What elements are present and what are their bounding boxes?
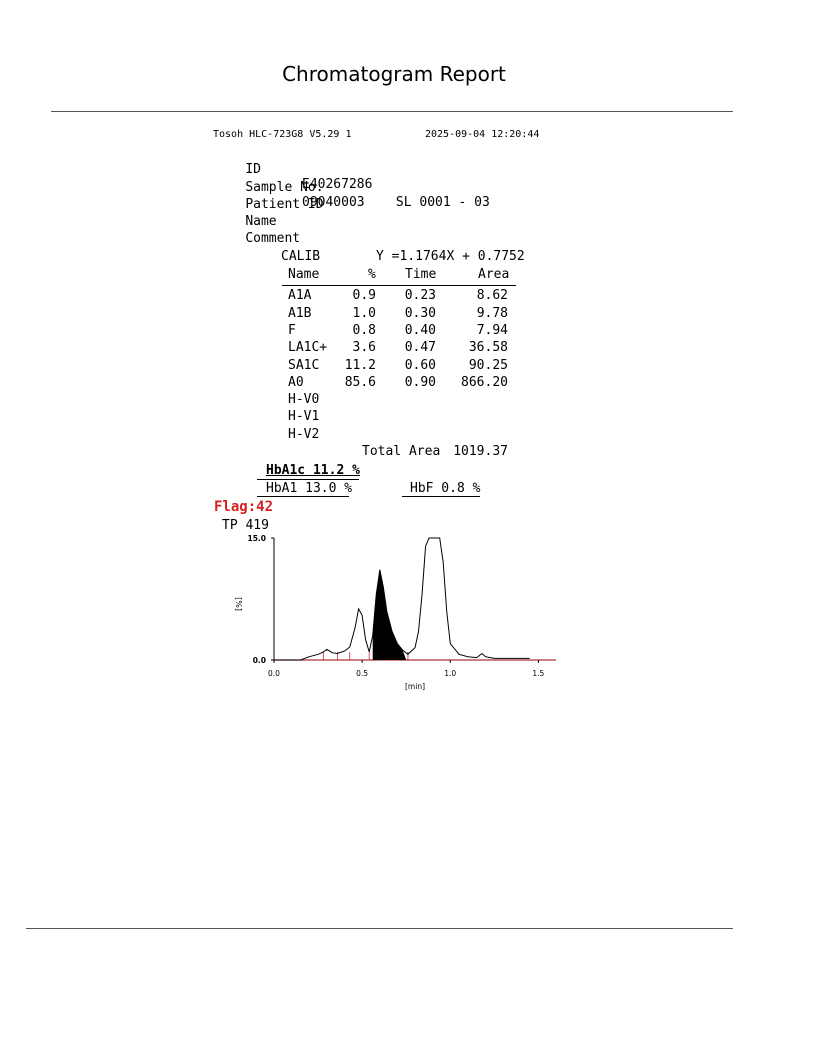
col-header-pct: % <box>368 267 376 282</box>
row-time: 0.47 <box>404 340 436 355</box>
row-pct: 0.9 <box>352 288 376 303</box>
y-tick-label: 15.0 <box>247 534 266 543</box>
flag-indicator: Flag:42 <box>214 499 274 515</box>
hba1c-result: HbA1c 11.2 % <box>266 463 360 478</box>
row-area: 8.62 <box>476 288 508 303</box>
col-header-time: Time <box>405 267 437 282</box>
row-pct: 3.6 <box>352 340 376 355</box>
row-name: A1A <box>288 288 312 303</box>
row-pct: 1.0 <box>352 306 376 321</box>
row-area: 36.58 <box>468 340 508 355</box>
table-row <box>288 323 296 338</box>
page-title: Chromatogram Report <box>282 62 506 86</box>
row-name: A0 <box>288 375 304 390</box>
patient-id-label: Patient ID <box>245 197 324 212</box>
y-axis-label: [%] <box>234 597 243 611</box>
calib-equation: Y =1.1764X + 0.7752 <box>376 249 525 264</box>
row-area: 9.78 <box>476 306 508 321</box>
table-row <box>288 340 327 355</box>
table-row <box>288 427 319 442</box>
chromatogram-trace <box>274 538 530 660</box>
row-time: 0.60 <box>404 358 436 373</box>
table-header-divider <box>282 285 516 286</box>
row-pct: 11.2 <box>344 358 376 373</box>
x-tick-label: 1.0 <box>444 669 457 678</box>
row-name: SA1C <box>288 358 320 373</box>
row-time: 0.30 <box>404 306 436 321</box>
id-value: E40267286 <box>302 177 373 192</box>
x-tick-label: 0.5 <box>356 669 369 678</box>
x-tick-label: 0.0 <box>268 669 280 678</box>
hba1c-underline <box>257 479 359 480</box>
row-pct: 0.8 <box>352 323 376 338</box>
instrument-model: Tosoh HLC-723G8 V5.29 1 <box>213 129 352 140</box>
row-name: H-V2 <box>288 427 320 442</box>
total-area-label: Total Area <box>362 444 441 459</box>
hbf-underline <box>402 496 480 497</box>
hba1-result: HbA1 13.0 % <box>266 481 353 496</box>
hbf-result: HbF 0.8 % <box>410 481 481 496</box>
sample-no-value: 09040003 SL 0001 - 03 <box>302 195 490 210</box>
x-axis-label: [min] <box>405 682 425 691</box>
row-name: LA1C+ <box>288 340 328 355</box>
row-name: F <box>288 323 296 338</box>
tp-value: TP 419 <box>222 518 269 533</box>
name-label: Name <box>245 214 277 229</box>
row-time: 0.90 <box>404 375 436 390</box>
sample-no-label: Sample No. <box>245 180 324 195</box>
col-header-area: Area <box>478 267 510 282</box>
hba1-underline <box>257 496 349 497</box>
row-name: A1B <box>288 306 312 321</box>
total-area-value: 1019.37 <box>453 444 508 459</box>
shaded-peak-sa1c <box>373 570 406 660</box>
row-name: H-V0 <box>288 392 320 407</box>
row-area: 90.25 <box>468 358 508 373</box>
table-row <box>288 375 304 390</box>
comment-label: Comment <box>245 231 301 246</box>
table-row <box>288 358 319 373</box>
x-tick-label: 1.5 <box>532 669 545 678</box>
header-divider <box>51 111 733 112</box>
row-time: 0.40 <box>404 323 436 338</box>
row-pct: 85.6 <box>344 375 376 390</box>
table-row <box>288 409 319 424</box>
footer-divider <box>26 928 733 929</box>
calib-label: CALIB <box>281 249 321 264</box>
table-row <box>288 392 319 407</box>
table-row <box>288 306 311 321</box>
col-header-name: Name <box>288 267 320 282</box>
instrument-line <box>213 129 540 140</box>
instrument-timestamp: 2025-09-04 12:20:44 <box>425 129 540 140</box>
row-time: 0.23 <box>404 288 436 303</box>
row-name: H-V1 <box>288 409 320 424</box>
y-tick-label: 0.0 <box>252 656 266 665</box>
row-area: 866.20 <box>461 375 508 390</box>
table-row <box>288 288 311 303</box>
row-area: 7.94 <box>476 323 508 338</box>
id-label: ID <box>245 162 261 177</box>
